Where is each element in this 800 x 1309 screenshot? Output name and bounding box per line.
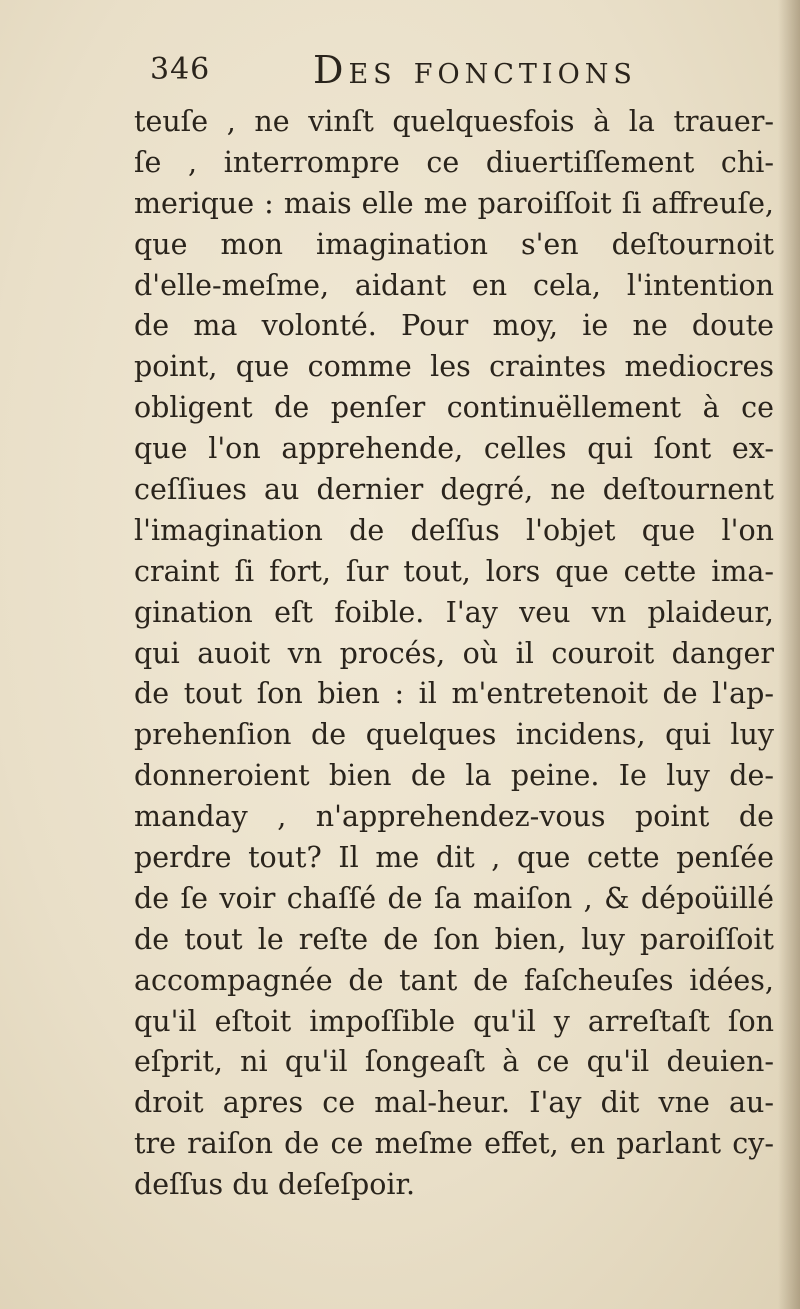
text-line: l'imagination de deſſus l'objet que l'on: [134, 513, 774, 547]
text-line: manday , n'apprehendez-vous point de: [134, 800, 774, 834]
text-line: de tout ſon bien : il m'entretenoit de l'ap-: [134, 677, 774, 711]
running-title: Des fonctions: [313, 48, 637, 92]
text-line: craint ſi fort, ſur tout, lors que cette ima-: [134, 554, 774, 588]
text-line: obligent de penſer continuëllement à ce: [134, 391, 774, 425]
text-line: eſprit, ni qu'il ſongeaſt à ce qu'il deuien-: [134, 1045, 774, 1079]
text-line: gination eſt foible. I'ay veu vn plaideur,: [134, 595, 774, 629]
text-line: droit apres ce mal-heur. I'ay dit vne au-: [134, 1086, 774, 1120]
page-number: 346: [150, 52, 211, 87]
text-line: prehenſion de quelques incidens, qui luy: [134, 718, 774, 752]
text-line: qu'il eſtoit impoſſible qu'il y arreſtaſt ſon: [134, 1004, 774, 1038]
text-line: ſe , interrompre ce diuertiſſement chi-: [134, 145, 774, 179]
body-text: [134, 102, 774, 1206]
text-line: perdre tout? Il me dit , que cette penſée: [134, 841, 774, 875]
text-line: donneroient bien de la peine. Ie luy de-: [134, 759, 774, 793]
text-line: que mon imagination s'en deſtournoit: [134, 227, 774, 261]
text-line: accompagnée de tant de faſcheuſes idées,: [134, 963, 774, 997]
text-line: de ſe voir chaſſé de ſa maiſon , & dépoüillé: [134, 881, 774, 915]
text-line: que l'on apprehende, celles qui ſont ex-: [134, 432, 774, 466]
text-line: d'elle-meſme, aidant en cela, l'intention: [134, 268, 774, 302]
text-line: de tout le reſte de ſon bien, luy paroiſſoit: [134, 922, 774, 956]
text-line: qui auoit vn procés, où il couroit danger: [134, 636, 774, 670]
text-line: tre raiſon de ce meſme effet, en parlant cy-: [134, 1127, 774, 1161]
page-edge-shadow: [778, 0, 800, 1309]
page-header: [148, 46, 768, 96]
text-line: merique : mais elle me paroiſſoit ſi affreuſe,: [134, 186, 774, 220]
text-line: de ma volonté. Pour moy, ie ne doute: [134, 309, 774, 343]
text-line: teuſe , ne vinſt quelquesfois à la trauer-: [134, 105, 774, 138]
text-line: deſſus du deſeſpoir.: [134, 1168, 416, 1202]
text-line: ceſſiues au dernier degré, ne deſtournent: [134, 473, 774, 507]
text-line: point, que comme les craintes mediocres: [134, 350, 774, 384]
